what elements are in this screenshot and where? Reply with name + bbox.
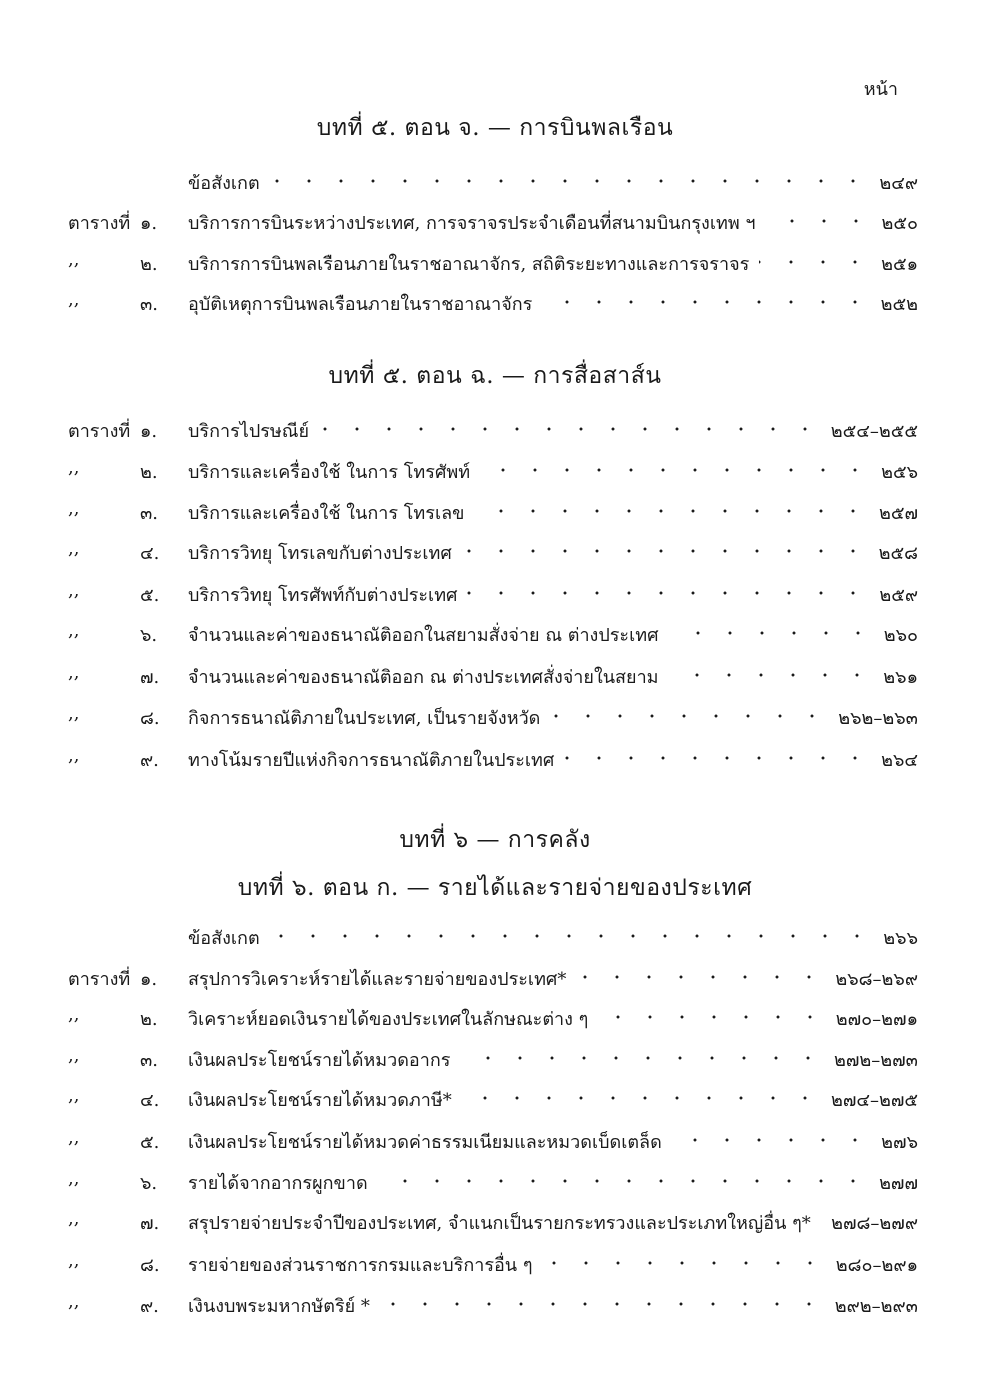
dot-leader xyxy=(462,1093,821,1103)
page-number: ๒๕๖ xyxy=(881,462,918,483)
item-description: บริการการบินพลเรือนภายในราชอาณาจักร, สถิติระยะทางและการจราจร xyxy=(188,254,750,275)
dot-leader xyxy=(378,1176,869,1186)
item-description: จำนวนและค่าของธนาณัติออกในสยามสั่งจ่าย ณ ต่างประเทศ xyxy=(188,625,659,646)
section-heading: บทที่ ๕. ตอน จ. — การบินพลเรือน xyxy=(316,115,674,141)
table-label: ,, xyxy=(68,1208,80,1229)
item-description: เงินผลประโยชน์รายได้หมวดค่าธรรมเนียมและหมวดเบ็ดเตล็ด xyxy=(188,1132,662,1153)
section-subheading: บทที่ ๖. ตอน ก. — รายได้และรายจ่ายของประเทศ xyxy=(237,875,753,901)
dot-leader xyxy=(576,972,825,982)
toc-row xyxy=(0,703,990,731)
page-number: ๒๕๙ xyxy=(879,585,918,606)
table-label: ,, xyxy=(68,1168,80,1189)
dot-leader xyxy=(564,753,871,763)
page-number: ๒๖๘–๒๖๙ xyxy=(835,969,918,990)
page-header-label: หน้า xyxy=(863,79,898,100)
page-number: ๒๖๔ xyxy=(881,750,918,771)
item-number: ๑. xyxy=(140,213,158,234)
dot-leader xyxy=(542,297,871,307)
toc-row xyxy=(0,1127,990,1155)
item-description: กิจการธนาณัติภายในประเทศ, เป็นรายจังหวัด xyxy=(188,708,541,729)
page-number: ๒๕๘ xyxy=(878,543,918,564)
toc-row xyxy=(0,1208,990,1236)
toc-row xyxy=(0,1291,990,1319)
dot-leader xyxy=(672,1135,871,1145)
item-description: บริการการบินระหว่างประเทศ, การจราจรประจำเดือนที่สนามบินกรุงเทพ ฯ xyxy=(188,213,756,234)
item-description: บริการวิทยุ โทรเลขกับต่างประเทศ xyxy=(188,543,452,564)
table-label: ,, xyxy=(68,580,80,601)
item-description: เงินงบพระมหากษัตริย์ * xyxy=(188,1296,370,1317)
dot-leader xyxy=(460,1053,824,1063)
table-label: ,, xyxy=(68,1127,80,1148)
dot-leader xyxy=(474,506,869,516)
table-label: ,, xyxy=(68,745,80,766)
toc-row xyxy=(0,168,990,196)
toc-row xyxy=(0,457,990,485)
page-number: ๒๘๐–๒๙๑ xyxy=(835,1255,918,1276)
item-number: ๓. xyxy=(140,503,159,524)
toc-row xyxy=(0,745,990,773)
table-label: ,, xyxy=(68,1004,80,1025)
item-number: ๗. xyxy=(140,667,160,688)
dot-leader xyxy=(270,931,873,941)
table-label: ,, xyxy=(68,703,80,724)
item-number: ๖. xyxy=(140,625,158,646)
toc-row xyxy=(0,208,990,236)
item-description: ข้อสังเกต xyxy=(188,173,260,194)
dot-leader xyxy=(380,1299,825,1309)
item-description: รายจ่ายของส่วนราชการกรมและบริการอื่น ๆ xyxy=(188,1255,533,1276)
toc-row xyxy=(0,1168,990,1196)
item-number: ๑. xyxy=(140,969,158,990)
dot-leader xyxy=(467,588,869,598)
page-number: ๒๗๒–๒๗๓ xyxy=(834,1050,918,1071)
page-number: ๒๕๒ xyxy=(880,294,918,315)
item-description: ทางโน้มรายปีแห่งกิจการธนาณัติภายในประเทศ xyxy=(188,750,555,771)
toc-row xyxy=(0,620,990,648)
dot-leader xyxy=(759,257,871,267)
item-number: ๘. xyxy=(140,1255,160,1276)
dot-leader xyxy=(462,546,869,556)
toc-row xyxy=(0,580,990,608)
item-description: จำนวนและค่าของธนาณัติออก ณ ต่างประเทศสั่งจ่ายในสยาม xyxy=(188,667,659,688)
table-label: ,, xyxy=(68,498,80,519)
item-description: สรุปรายจ่ายประจำปีของประเทศ, จำแนกเป็นรายกระทรวงและประเภทใหญ่อื่น ๆ* xyxy=(188,1213,811,1234)
page-number: ๒๕๔–๒๕๕ xyxy=(830,421,918,442)
table-label: ,, xyxy=(68,1291,80,1312)
section-heading: บทที่ ๖ — การคลัง xyxy=(399,827,591,853)
table-label: ,, xyxy=(68,1045,80,1066)
item-number: ๙. xyxy=(140,750,159,771)
page-number: ๒๕๑ xyxy=(881,254,918,275)
item-description: รายได้จากอากรผูกขาด xyxy=(188,1173,368,1194)
item-description: ข้อสังเกต xyxy=(188,928,260,949)
table-label: ตารางที่ xyxy=(68,213,131,234)
table-label: ตารางที่ xyxy=(68,421,131,442)
item-number: ๕. xyxy=(140,585,160,606)
toc-row xyxy=(0,1045,990,1073)
item-number: ๖. xyxy=(140,1173,158,1194)
item-number: ๔. xyxy=(140,543,160,564)
item-description: บริการและเครื่องใช้ ในการ โทรเลข xyxy=(188,503,465,524)
table-label: ,, xyxy=(68,289,80,310)
item-number: ๒. xyxy=(140,462,158,483)
item-number: ๓. xyxy=(140,294,159,315)
item-description: อุบัติเหตุการบินพลเรือนภายในราชอาณาจักร xyxy=(188,294,533,315)
table-label: ,, xyxy=(68,662,80,683)
dot-leader xyxy=(270,176,869,186)
toc-row xyxy=(0,1004,990,1032)
dot-leader xyxy=(550,711,828,721)
item-number: ๑. xyxy=(140,421,158,442)
item-description: บริการไปรษณีย์ xyxy=(188,421,310,442)
table-label: ,, xyxy=(68,457,80,478)
page-number: ๒๕๐ xyxy=(881,213,918,234)
item-description: บริการและเครื่องใช้ ในการ โทรศัพท์ xyxy=(188,462,471,483)
page-number: ๒๖๐ xyxy=(883,625,918,646)
page-number: ๒๕๗ xyxy=(878,503,918,524)
page-number: ๒๖๑ xyxy=(883,667,918,688)
table-label: ,, xyxy=(68,249,80,270)
dot-leader xyxy=(543,1258,826,1268)
item-number: ๒. xyxy=(140,254,158,275)
toc-row xyxy=(0,538,990,566)
page-number: ๒๔๙ xyxy=(879,173,918,194)
table-label: ,, xyxy=(68,1085,80,1106)
page-number: ๒๗๗ xyxy=(879,1173,918,1194)
page-number: ๒๗๔–๒๗๕ xyxy=(830,1090,918,1111)
item-description: วิเคราะห์ยอดเงินรายได้ของประเทศในลักษณะต่าง ๆ xyxy=(188,1009,589,1030)
item-description: เงินผลประโยชน์รายได้หมวดภาษี* xyxy=(188,1090,452,1111)
item-number: ๗. xyxy=(140,1213,160,1234)
dot-leader xyxy=(669,670,873,680)
toc-row xyxy=(0,923,990,951)
item-description: บริการวิทยุ โทรศัพท์กับต่างประเทศ xyxy=(188,585,458,606)
toc-row xyxy=(0,416,990,444)
dot-leader xyxy=(598,1012,826,1022)
toc-row xyxy=(0,964,990,992)
item-description: สรุปการวิเคราะห์รายได้และรายจ่ายของประเทศ* xyxy=(188,969,567,990)
toc-row xyxy=(0,1250,990,1278)
toc-row xyxy=(0,662,990,690)
toc-row xyxy=(0,289,990,317)
table-label: ,, xyxy=(68,620,80,641)
toc-row xyxy=(0,1085,990,1113)
item-number: ๔. xyxy=(140,1090,160,1111)
page-number: ๒๖๖ xyxy=(883,928,918,949)
item-number: ๒. xyxy=(140,1009,158,1030)
page-number: ๒๗๐–๒๗๑ xyxy=(835,1009,918,1030)
item-number: ๘. xyxy=(140,708,160,729)
toc-row xyxy=(0,249,990,277)
item-number: ๕. xyxy=(140,1132,160,1153)
section-heading: บทที่ ๕. ตอน ฉ. — การสื่อสาส์น xyxy=(328,363,662,389)
dot-leader xyxy=(319,424,821,434)
page-number: ๒๖๒–๒๖๓ xyxy=(838,708,918,729)
dot-leader xyxy=(480,465,871,475)
page-number: ๒๙๒–๒๙๓ xyxy=(834,1296,918,1317)
page-number: ๒๗๘–๒๗๙ xyxy=(831,1213,918,1234)
table-label: ,, xyxy=(68,1250,80,1271)
item-description: เงินผลประโยชน์รายได้หมวดอากร xyxy=(188,1050,451,1071)
item-number: ๓. xyxy=(140,1050,159,1071)
page-number: ๒๗๖ xyxy=(881,1132,918,1153)
item-number: ๙. xyxy=(140,1296,159,1317)
toc-row xyxy=(0,498,990,526)
dot-leader xyxy=(766,216,872,226)
table-label: ,, xyxy=(68,538,80,559)
dot-leader xyxy=(669,628,874,638)
table-label: ตารางที่ xyxy=(68,969,131,990)
